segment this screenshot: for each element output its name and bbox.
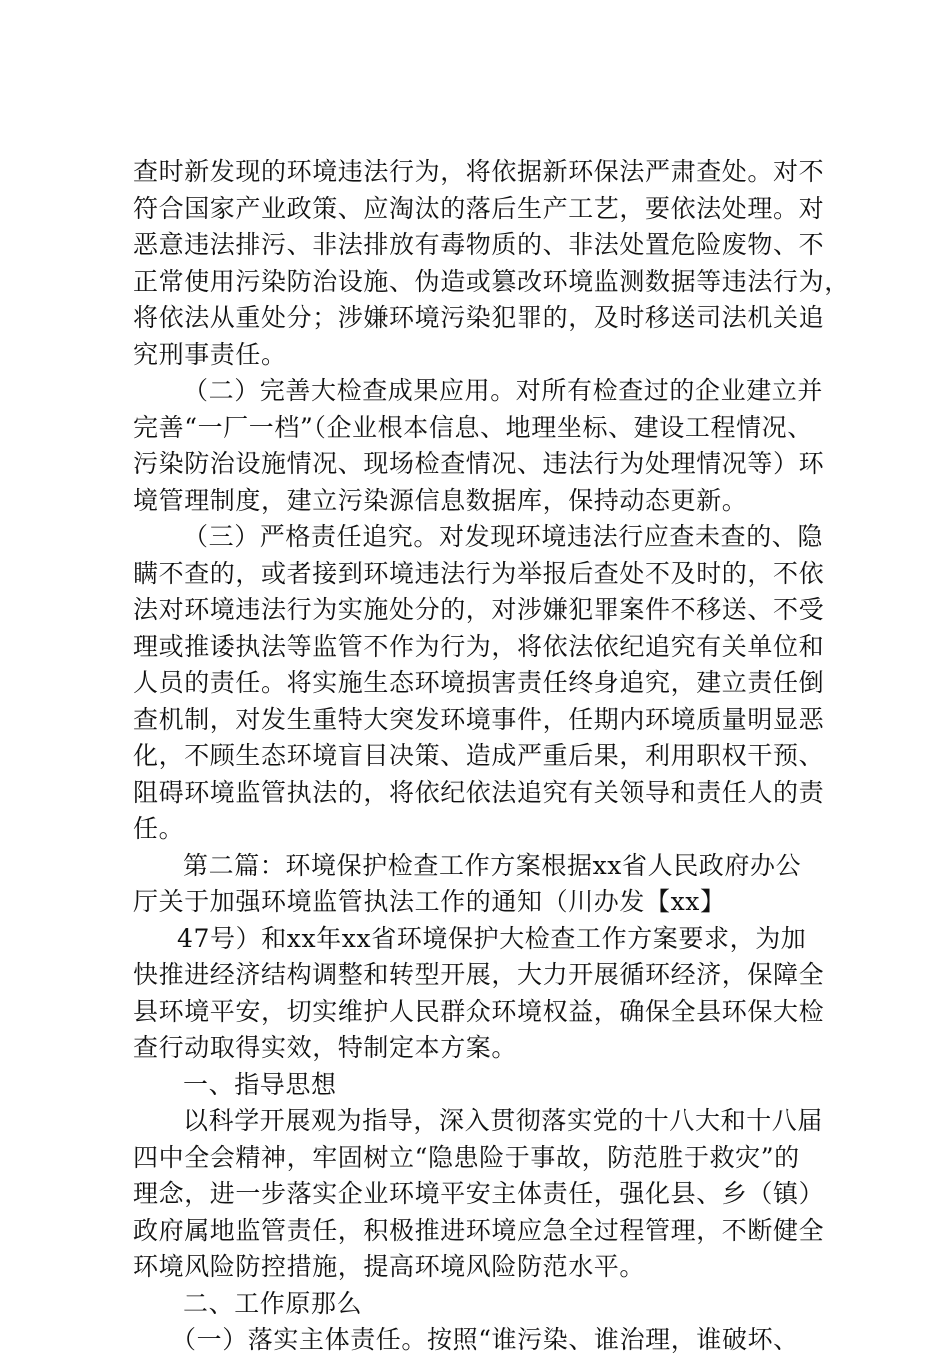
text-line: 以科学开展观为指导，深入贯彻落实党的十八大和十八届 — [183, 1106, 824, 1135]
text-line: 查时新发现的环境违法行为，将依据新环保法严肃查处。对不 — [133, 157, 825, 186]
text-line: 恶意违法排污、非法排放有毒物质的、非法处置危险废物、不 — [133, 230, 825, 259]
text-line: 查行动取得实效，特制定本方案。 — [133, 1033, 518, 1062]
text-line: 47号）和xx年xx省环境保护大检查工作方案要求，为加 — [177, 923, 807, 953]
text-line: 将依法从重处分；涉嫌环境污染犯罪的，及时移送司法机关追 — [133, 303, 825, 332]
text-line: 境管理制度，建立污染源信息数据库，保持动态更新。 — [133, 485, 748, 515]
text-line: 人员的责任。将实施生态环境损害责任终身追究，建立责任倒 — [133, 668, 825, 697]
text-line: 任。 — [133, 814, 185, 843]
text-line: 理念，进一步落实企业环境平安主体责任，强化县、乡（镇） — [133, 1179, 825, 1208]
text-line: 正常使用污染防治设施、伪造或篡改环境监测数据等违法行为， — [133, 266, 850, 296]
text-line: 县环境平安，切实维护人民群众环境权益，确保全县环保大检 — [133, 996, 825, 1026]
text-line: 完善“一厂一档”（企业根本信息、地理坐标、建设工程情况、 — [133, 412, 813, 442]
text-line: 化，不顾生态环境盲目决策、造成严重后果，利用职权干预、 — [133, 741, 825, 770]
text-line: 政府属地监管责任，积极推进环境应急全过程管理，不断健全 — [133, 1215, 825, 1245]
text-line: 查机制，对发生重特大突发环境事件，任期内环境质量明显恶 — [133, 704, 825, 734]
text-line: 污染防治设施情况、现场检查情况、违法行为处理情况等）环 — [133, 449, 825, 478]
text-line: 理或推诿执法等监管不作为行为，将依法依纪追究有关单位和 — [133, 631, 825, 661]
text-line: 瞒不查的，或者接到环境违法行为举报后查处不及时的，不依 — [133, 558, 825, 588]
text-line: 阻碍环境监管执法的，将依纪依法追究有关领导和责任人的责 — [133, 777, 825, 807]
document-body — [133, 154, 850, 1359]
text-line: 厅关于加强环境监管执法工作的通知（川办发【xx】 — [133, 887, 726, 916]
text-line: 符合国家产业政策、应淘汰的落后生产工艺，要依法处理。对 — [133, 193, 825, 223]
text-line: 究刑事责任。 — [133, 339, 287, 369]
section-heading: 二、工作原那么 — [183, 1288, 363, 1318]
text-line: 四中全会精神，牢固树立“隐患险于事故，防范胜于救灾”的 — [133, 1142, 800, 1172]
section-heading: 第二篇：环境保护检查工作方案根据xx省人民政府办公 — [183, 850, 802, 880]
text-line: （三）严格责任追究。对发现环境违法行应查未查的、隐 — [183, 522, 824, 551]
text-line: 环境风险防控措施，提高环境风险防范水平。 — [133, 1252, 646, 1281]
text-line: 法对环境违法行为实施处分的，对涉嫌犯罪案件不移送、不受 — [133, 595, 825, 624]
text-line: 快推进经济结构调整和转型开展，大力开展循环经济，保障全 — [133, 960, 825, 989]
text-line: （一）落实主体责任。按照“谁污染、谁治理，谁破坏、 — [171, 1325, 799, 1354]
section-heading: 一、指导思想 — [183, 1069, 337, 1099]
text-line: （二）完善大检查成果应用。对所有检查过的企业建立并 — [183, 376, 824, 405]
